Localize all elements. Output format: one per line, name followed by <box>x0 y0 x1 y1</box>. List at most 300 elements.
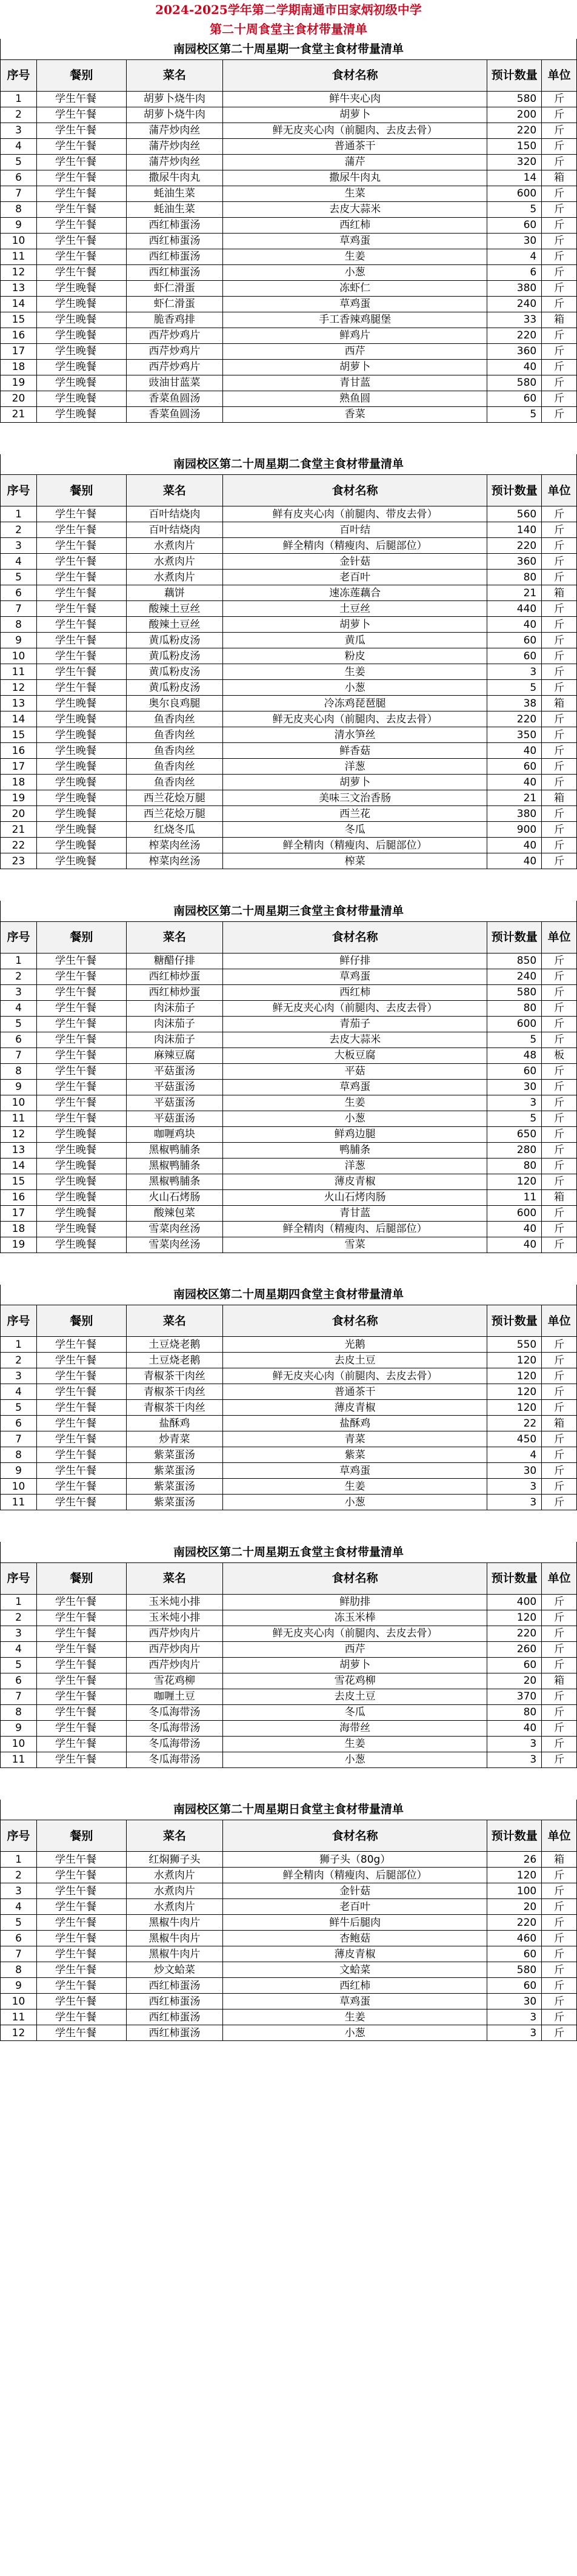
table-cell: 320 <box>487 154 542 170</box>
table-cell: 咖喱鸡块 <box>126 1126 222 1142</box>
table-cell: 土豆烧老鹅 <box>126 1337 222 1353</box>
column-header: 餐别 <box>37 1562 127 1594</box>
table-cell: 30 <box>487 233 542 249</box>
table-cell: 学生午餐 <box>37 91 127 107</box>
table-cell: 学生晚餐 <box>37 1158 127 1174</box>
table-cell: 箱 <box>542 1189 577 1205</box>
table-cell: 12 <box>1 680 37 696</box>
table-cell: 40 <box>487 359 542 375</box>
table-row <box>1 1016 577 1032</box>
table-cell: 斤 <box>542 1400 577 1416</box>
table-cell: 鱼香肉丝 <box>126 711 222 727</box>
table-cell: 48 <box>487 1048 542 1063</box>
table-cell: 6 <box>1 170 37 186</box>
table-cell: 速冻莲藕合 <box>222 585 487 601</box>
table-cell: 80 <box>487 1158 542 1174</box>
table-cell: 40 <box>487 775 542 790</box>
table-cell: 胡萝卜烧牛肉 <box>126 107 222 123</box>
column-header: 餐别 <box>37 475 127 506</box>
table-cell: 胡萝卜 <box>222 359 487 375</box>
column-header: 菜名 <box>126 1820 222 1852</box>
table-cell: 7 <box>1 186 37 201</box>
table-row <box>1 984 577 1000</box>
table-cell: 薄皮青椒 <box>222 1946 487 1962</box>
section-title: 南园校区第二十周星期一食堂主食材带量清单 <box>1 39 577 59</box>
table-cell: 18 <box>1 775 37 790</box>
table-cell: 斤 <box>542 1000 577 1016</box>
table-cell: 冬瓜海带汤 <box>126 1752 222 1767</box>
table-cell: 斤 <box>542 727 577 743</box>
table-cell: 酸辣土豆丝 <box>126 617 222 633</box>
table-row <box>1 328 577 343</box>
table-cell: 10 <box>1 1994 37 2009</box>
table-row <box>1 1431 577 1447</box>
table-cell: 青椒茶干肉丝 <box>126 1368 222 1384</box>
table-cell: 蒲芹炒肉丝 <box>126 123 222 138</box>
table-cell: 箱 <box>542 696 577 711</box>
table-cell: 斤 <box>542 1368 577 1384</box>
table-cell: 11 <box>1 249 37 264</box>
table-cell: 斤 <box>542 359 577 375</box>
table-cell: 40 <box>487 743 542 759</box>
table-cell: 西红柿 <box>222 217 487 233</box>
table-cell: 550 <box>487 1337 542 1353</box>
table-cell: 西芹 <box>222 343 487 359</box>
table-cell: 去皮土豆 <box>222 1353 487 1368</box>
table-row <box>1 953 577 969</box>
table-cell: 15 <box>1 727 37 743</box>
table-cell: 1 <box>1 1852 37 1868</box>
table-cell: 西红柿蛋汤 <box>126 217 222 233</box>
table-cell: 240 <box>487 296 542 312</box>
table-cell: 蒲芹 <box>222 154 487 170</box>
table-row <box>1 138 577 154</box>
table-cell: 黄瓜 <box>222 633 487 648</box>
table-cell: 斤 <box>542 1594 577 1610</box>
table-row <box>1 648 577 664</box>
table-cell: 鲜无皮夹心肉（前腿肉、去皮去骨） <box>222 1000 487 1016</box>
table-cell: 水煮肉片 <box>126 538 222 554</box>
table-cell: 斤 <box>542 838 577 853</box>
table-cell: 60 <box>487 1978 542 1994</box>
table-cell: 学生午餐 <box>37 969 127 984</box>
table-cell: 金针菇 <box>222 1883 487 1899</box>
table-cell: 3 <box>1 123 37 138</box>
table-cell: 杏鲍菇 <box>222 1931 487 1946</box>
table-row <box>1 775 577 790</box>
table-cell: 60 <box>487 633 542 648</box>
table-cell: 2 <box>1 522 37 538</box>
table-cell: 薄皮青椒 <box>222 1400 487 1416</box>
table-row <box>1 391 577 406</box>
table-cell: 400 <box>487 1594 542 1610</box>
table-cell: 土豆丝 <box>222 601 487 617</box>
column-header: 食材名称 <box>222 1305 487 1337</box>
table-row <box>1 601 577 617</box>
table-cell: 小葱 <box>222 2025 487 2041</box>
table-cell: 水煮肉片 <box>126 570 222 585</box>
table-cell: 380 <box>487 806 542 822</box>
table-cell: 12 <box>1 1126 37 1142</box>
table-cell: 斤 <box>542 1353 577 1368</box>
table-cell: 38 <box>487 696 542 711</box>
table-row <box>1 1752 577 1767</box>
table-cell: 老百叶 <box>222 570 487 585</box>
table-cell: 120 <box>487 1868 542 1883</box>
table-cell: 1 <box>1 91 37 107</box>
table-cell: 鲜肋排 <box>222 1594 487 1610</box>
table-cell: 水煮肉片 <box>126 1883 222 1899</box>
table-cell: 120 <box>487 1400 542 1416</box>
table-row <box>1 617 577 633</box>
table-cell: 斤 <box>542 123 577 138</box>
table-cell: 学生午餐 <box>37 1048 127 1063</box>
table-cell: 30 <box>487 1994 542 2009</box>
table-cell: 10 <box>1 233 37 249</box>
section-title: 南园校区第二十周星期三食堂主食材带量清单 <box>1 901 577 921</box>
table-cell: 斤 <box>542 217 577 233</box>
table-row <box>1 711 577 727</box>
table-cell: 雪花鸡柳 <box>222 1673 487 1689</box>
table-cell: 文蛤菜 <box>222 1962 487 1978</box>
table-cell: 肉沫茄子 <box>126 1000 222 1016</box>
table-cell: 斤 <box>542 680 577 696</box>
table-cell: 平菇蛋汤 <box>126 1095 222 1111</box>
table-cell: 1 <box>1 953 37 969</box>
table-cell: 老百叶 <box>222 1899 487 1915</box>
column-header: 预计数量 <box>487 921 542 953</box>
table-cell: 学生午餐 <box>37 1431 127 1447</box>
table-cell: 60 <box>487 759 542 775</box>
column-header: 菜名 <box>126 1305 222 1337</box>
table-cell: 斤 <box>542 264 577 280</box>
column-header: 食材名称 <box>222 59 487 91</box>
table-cell: 4 <box>1 1384 37 1400</box>
table-cell: 学生晚餐 <box>37 1205 127 1221</box>
table-cell: 西兰花烩万腿 <box>126 806 222 822</box>
table-cell: 斤 <box>542 1736 577 1752</box>
table-cell: 箱 <box>542 790 577 806</box>
table-row <box>1 1205 577 1221</box>
table-cell: 草鸡蛋 <box>222 1463 487 1479</box>
column-header: 序号 <box>1 1562 37 1594</box>
table-cell: 21 <box>1 406 37 422</box>
table-cell: 60 <box>487 648 542 664</box>
table-cell: 3 <box>1 1626 37 1641</box>
table-cell: 紫菜蛋汤 <box>126 1447 222 1463</box>
table-cell: 学生午餐 <box>37 186 127 201</box>
table-cell: 学生晚餐 <box>37 790 127 806</box>
table-cell: 蚝油生菜 <box>126 201 222 217</box>
table-cell: 西芹炒肉片 <box>126 1657 222 1673</box>
table-cell: 220 <box>487 711 542 727</box>
table-cell: 斤 <box>542 1079 577 1095</box>
table-cell: 火山石烤肠 <box>126 1189 222 1205</box>
table-cell: 斤 <box>542 601 577 617</box>
column-header: 序号 <box>1 921 37 953</box>
table-cell: 西芹炒鸡片 <box>126 328 222 343</box>
table-cell: 黑椒鸭脯条 <box>126 1142 222 1158</box>
table-cell: 小葱 <box>222 264 487 280</box>
table-cell: 斤 <box>542 1032 577 1048</box>
table-cell: 60 <box>487 391 542 406</box>
table-cell: 120 <box>487 1384 542 1400</box>
table-cell: 普通茶干 <box>222 1384 487 1400</box>
table-cell: 13 <box>1 696 37 711</box>
table-cell: 鲜无皮夹心肉（前腿肉、去皮去骨） <box>222 1626 487 1641</box>
table-cell: 蒲芹炒肉丝 <box>126 154 222 170</box>
table-cell: 360 <box>487 554 542 570</box>
table-cell: 8 <box>1 1447 37 1463</box>
table-cell: 10 <box>1 1095 37 1111</box>
table-cell: 撒尿牛肉丸 <box>222 170 487 186</box>
table-cell: 学生午餐 <box>37 264 127 280</box>
table-row <box>1 91 577 107</box>
table-cell: 33 <box>487 312 542 328</box>
table-cell: 5 <box>1 1016 37 1032</box>
table-cell: 斤 <box>542 648 577 664</box>
table-cell: 草鸡蛋 <box>222 969 487 984</box>
table-cell: 香菜 <box>222 406 487 422</box>
table-cell: 箱 <box>542 585 577 601</box>
table-cell: 140 <box>487 522 542 538</box>
table-cell: 斤 <box>542 280 577 296</box>
table-row <box>1 633 577 648</box>
menu-table <box>0 1800 577 2042</box>
table-row <box>1 1000 577 1016</box>
table-row <box>1 233 577 249</box>
table-row <box>1 1899 577 1915</box>
table-cell: 学生午餐 <box>37 1079 127 1095</box>
table-cell: 洋葱 <box>222 759 487 775</box>
table-cell: 11 <box>1 1752 37 1767</box>
table-cell: 9 <box>1 1720 37 1736</box>
table-row <box>1 680 577 696</box>
table-cell: 2 <box>1 1353 37 1368</box>
table-cell: 斤 <box>542 538 577 554</box>
table-row <box>1 296 577 312</box>
table-cell: 20 <box>487 1899 542 1915</box>
table-cell: 学生午餐 <box>37 1915 127 1931</box>
column-header: 预计数量 <box>487 475 542 506</box>
table-cell: 学生晚餐 <box>37 853 127 869</box>
table-cell: 360 <box>487 343 542 359</box>
table-cell: 斤 <box>542 138 577 154</box>
table-cell: 红焖狮子头 <box>126 1852 222 1868</box>
table-cell: 奥尔良鸡腿 <box>126 696 222 711</box>
table-cell: 斤 <box>542 186 577 201</box>
table-cell: 6 <box>1 1032 37 1048</box>
table-cell: 学生午餐 <box>37 123 127 138</box>
table-cell: 2 <box>1 969 37 984</box>
table-cell: 香菜鱼圆汤 <box>126 391 222 406</box>
table-cell: 11 <box>1 1111 37 1126</box>
table-cell: 鲜仔排 <box>222 953 487 969</box>
table-cell: 土豆烧老鹅 <box>126 1353 222 1368</box>
table-cell: 学生午餐 <box>37 1000 127 1016</box>
table-cell: 650 <box>487 1126 542 1142</box>
table-cell: 学生午餐 <box>37 107 127 123</box>
table-cell: 11 <box>1 1495 37 1510</box>
table-cell: 220 <box>487 1626 542 1641</box>
table-cell: 学生晚餐 <box>37 280 127 296</box>
table-cell: 鲜无皮夹心肉（前腿肉、去皮去骨） <box>222 1368 487 1384</box>
table-cell: 4 <box>487 1447 542 1463</box>
table-cell: 斤 <box>542 1610 577 1626</box>
table-cell: 学生午餐 <box>37 1400 127 1416</box>
table-cell: 榨菜 <box>222 853 487 869</box>
table-cell: 斤 <box>542 1704 577 1720</box>
table-cell: 斤 <box>542 328 577 343</box>
table-cell: 学生午餐 <box>37 1736 127 1752</box>
table-cell: 香菜鱼圆汤 <box>126 406 222 422</box>
table-row <box>1 375 577 391</box>
table-cell: 学生晚餐 <box>37 1126 127 1142</box>
table-cell: 蚝油生菜 <box>126 186 222 201</box>
column-header: 菜名 <box>126 921 222 953</box>
table-cell: 小葱 <box>222 1495 487 1510</box>
table-cell: 虾仁滑蛋 <box>126 296 222 312</box>
table-cell: 40 <box>487 838 542 853</box>
table-cell: 19 <box>1 790 37 806</box>
table-cell: 斤 <box>542 391 577 406</box>
table-cell: 20 <box>1 806 37 822</box>
document-subtitle: 第二十周食堂主食材带量清单 <box>210 22 367 36</box>
table-cell: 胡萝卜 <box>222 775 487 790</box>
table-cell: 鲜香菇 <box>222 743 487 759</box>
table-cell: 西兰花 <box>222 806 487 822</box>
table-row <box>1 1641 577 1657</box>
table-cell: 黑椒鸭脯条 <box>126 1174 222 1189</box>
table-cell: 1 <box>1 1594 37 1610</box>
table-cell: 22 <box>1 838 37 853</box>
table-cell: 440 <box>487 601 542 617</box>
table-row <box>1 312 577 328</box>
table-row <box>1 406 577 422</box>
table-cell: 斤 <box>542 91 577 107</box>
table-cell: 酸辣包菜 <box>126 1205 222 1221</box>
table-cell: 23 <box>1 853 37 869</box>
table-cell: 7 <box>1 1946 37 1962</box>
table-cell: 紫菜蛋汤 <box>126 1479 222 1495</box>
table-cell: 学生晚餐 <box>37 406 127 422</box>
table-cell: 学生午餐 <box>37 1931 127 1946</box>
table-row <box>1 154 577 170</box>
table-cell: 学生午餐 <box>37 1657 127 1673</box>
table-cell: 3 <box>1 1883 37 1899</box>
section-title: 南园校区第二十周星期日食堂主食材带量清单 <box>1 1800 577 1820</box>
table-cell: 生姜 <box>222 1095 487 1111</box>
table-cell: 学生晚餐 <box>37 727 127 743</box>
table-cell: 手工香辣鸡腿堡 <box>222 312 487 328</box>
table-cell: 酸辣土豆丝 <box>126 601 222 617</box>
table-cell: 西红柿炒蛋 <box>126 969 222 984</box>
table-cell: 胡萝卜 <box>222 617 487 633</box>
table-cell: 鲜鸡片 <box>222 328 487 343</box>
table-cell: 西红柿蛋汤 <box>126 249 222 264</box>
table-cell: 学生午餐 <box>37 1463 127 1479</box>
table-cell: 斤 <box>542 1384 577 1400</box>
table-cell: 百叶结 <box>222 522 487 538</box>
table-row <box>1 1946 577 1962</box>
table-cell: 学生晚餐 <box>37 312 127 328</box>
table-row <box>1 1384 577 1400</box>
table-row <box>1 1048 577 1063</box>
table-row <box>1 570 577 585</box>
table-cell: 学生午餐 <box>37 1479 127 1495</box>
table-cell: 冻虾仁 <box>222 280 487 296</box>
table-row <box>1 123 577 138</box>
table-cell: 200 <box>487 107 542 123</box>
table-cell: 4 <box>1 1000 37 1016</box>
table-row <box>1 727 577 743</box>
table-cell: 学生晚餐 <box>37 711 127 727</box>
table-cell: 80 <box>487 1000 542 1016</box>
table-cell: 去皮大蒜米 <box>222 1032 487 1048</box>
table-cell: 220 <box>487 1915 542 1931</box>
table-cell: 学生晚餐 <box>37 1221 127 1237</box>
table-row <box>1 759 577 775</box>
table-cell: 学生晚餐 <box>37 1237 127 1253</box>
table-cell: 11 <box>1 664 37 680</box>
table-cell: 斤 <box>542 711 577 727</box>
table-cell: 5 <box>1 570 37 585</box>
table-row <box>1 1158 577 1174</box>
table-row <box>1 1174 577 1189</box>
table-row <box>1 1479 577 1495</box>
column-header: 单位 <box>542 59 577 91</box>
table-cell: 鲜鸡边腿 <box>222 1126 487 1142</box>
table-row <box>1 664 577 680</box>
table-cell: 18 <box>1 359 37 375</box>
table-cell: 3 <box>487 1736 542 1752</box>
table-cell: 6 <box>1 1416 37 1431</box>
table-row <box>1 1610 577 1626</box>
table-cell: 6 <box>1 585 37 601</box>
table-cell: 斤 <box>542 1142 577 1158</box>
column-header: 餐别 <box>37 1305 127 1337</box>
table-cell: 西芹炒鸡片 <box>126 343 222 359</box>
table-header-row <box>1 1305 577 1337</box>
table-cell: 120 <box>487 1610 542 1626</box>
table-cell: 9 <box>1 1463 37 1479</box>
table-cell: 草鸡蛋 <box>222 233 487 249</box>
table-cell: 生姜 <box>222 664 487 680</box>
table-cell: 40 <box>487 617 542 633</box>
table-cell: 斤 <box>542 1479 577 1495</box>
table-row <box>1 1111 577 1126</box>
table-cell: 11 <box>1 2009 37 2025</box>
menu-table <box>0 1285 577 1511</box>
table-cell: 鲜有皮夹心肉（前腿肉、带皮去骨） <box>222 506 487 522</box>
table-cell: 斤 <box>542 759 577 775</box>
table-cell: 4 <box>1 554 37 570</box>
section-gap <box>0 869 577 901</box>
table-cell: 西芹炒肉片 <box>126 1626 222 1641</box>
table-header-row <box>1 59 577 91</box>
table-cell: 14 <box>1 711 37 727</box>
table-cell: 雪菜 <box>222 1237 487 1253</box>
table-cell: 13 <box>1 1142 37 1158</box>
table-cell: 青椒茶干肉丝 <box>126 1384 222 1400</box>
table-cell: 斤 <box>542 249 577 264</box>
table-row <box>1 2009 577 2025</box>
table-row <box>1 249 577 264</box>
table-cell: 学生午餐 <box>37 201 127 217</box>
table-cell: 黑椒牛肉片 <box>126 1946 222 1962</box>
table-cell: 粉皮 <box>222 648 487 664</box>
table-cell: 学生午餐 <box>37 1337 127 1353</box>
